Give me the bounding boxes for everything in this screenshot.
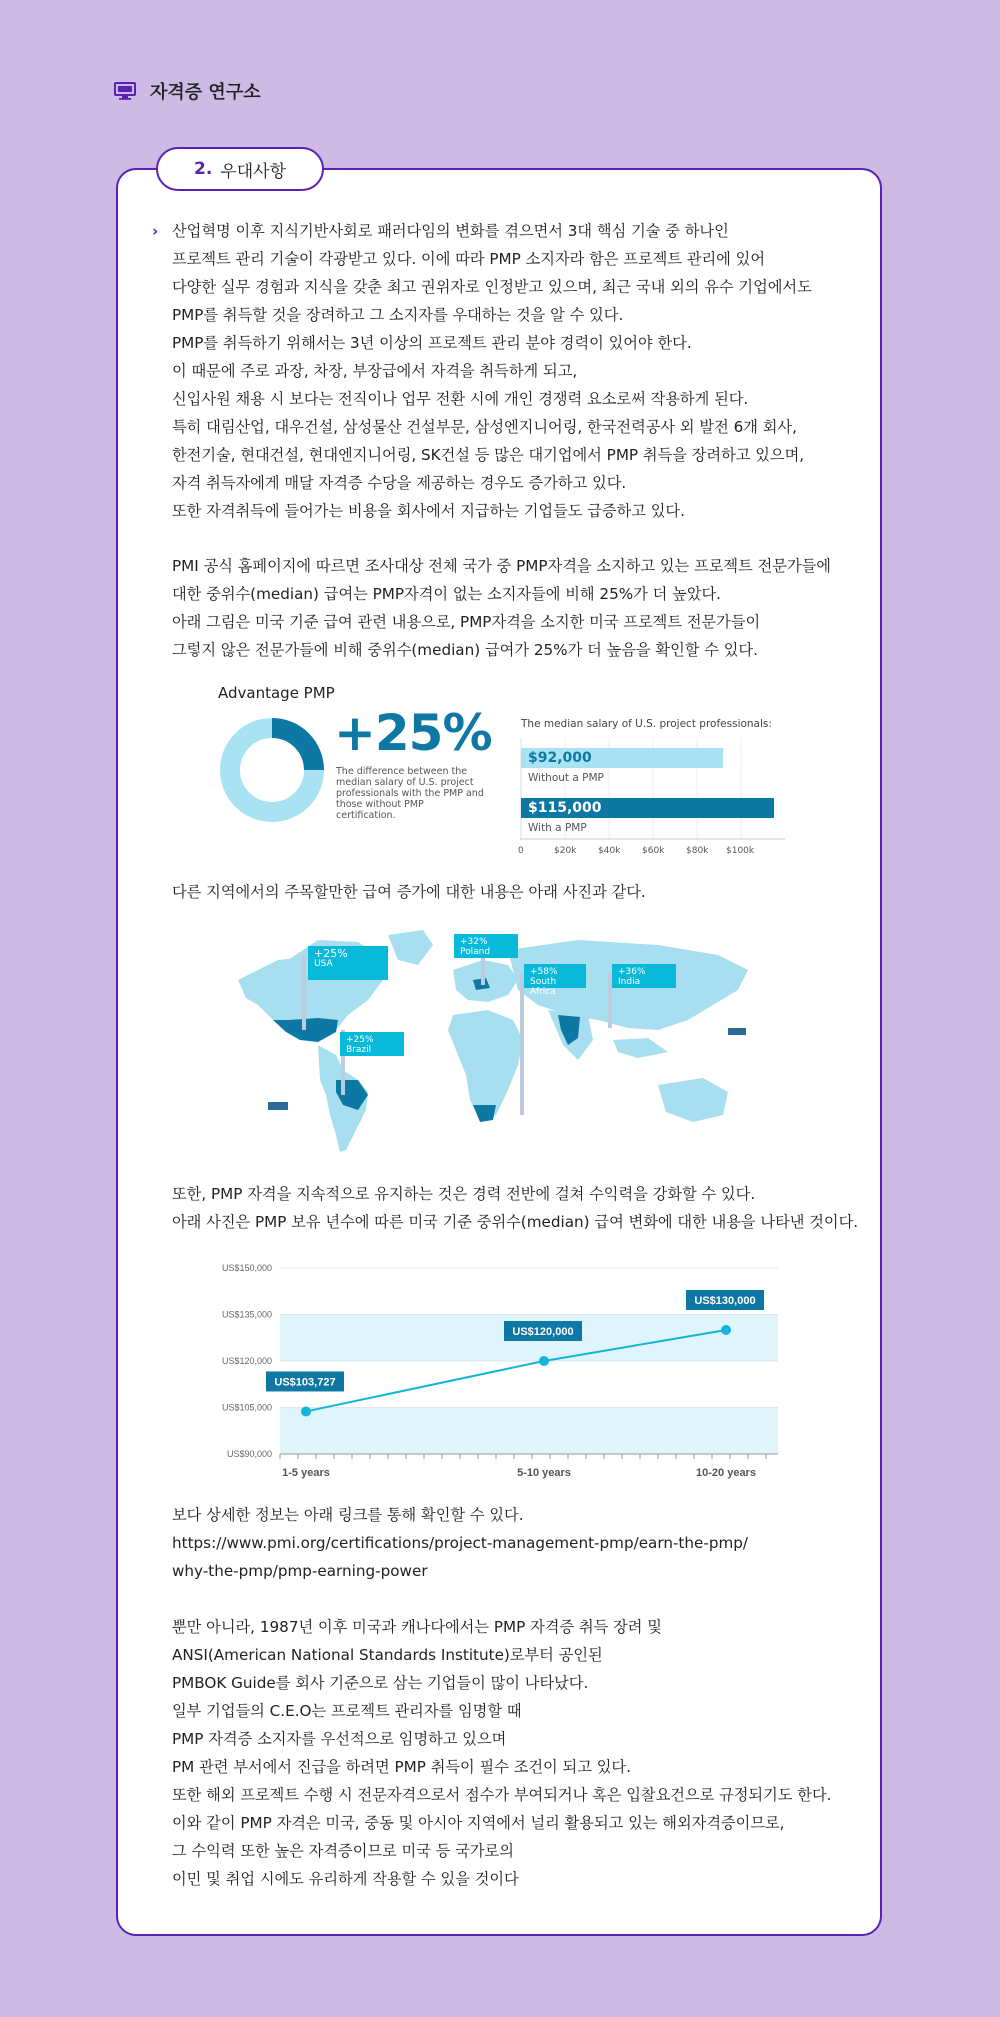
flag-country: Brazil	[346, 1045, 372, 1055]
text-line: 신입사원 채용 시 보다는 전직이나 업무 전환 시에 개인 경쟁력 요소로써 작용하게 된다.	[172, 390, 749, 408]
advantage-description: The difference between the median salary of U.S. project professionals with the PMP and those without PMP certification.	[336, 766, 484, 821]
flag-percent: +58%	[530, 967, 558, 977]
tick-label: $40k	[598, 846, 621, 856]
chevron-right-icon: ›	[152, 222, 159, 240]
text-line: 한전기술, 현대건설, 현대엔지니어링, SK건설 등 많은 대기업에서 PMP 취득을 장려하고 있으며,	[172, 446, 805, 464]
flag-percent: +25%	[314, 947, 348, 960]
data-label: US$120,000	[512, 1326, 574, 1338]
africa-shape	[448, 1010, 523, 1120]
text-line: ANSI(American National Standards Institute)로부터 공인된	[172, 1646, 603, 1664]
text-line: PM 관련 부서에서 진급을 하려면 PMP 취득이 필수 조건이 되고 있다.	[172, 1758, 631, 1776]
y-tick-label: US$90,000	[226, 1449, 272, 1459]
text-line: 또한, PMP 자격을 지속적으로 유지하는 것은 경력 전반에 걸쳐 수익력을 강화할 수 있다.	[172, 1185, 756, 1203]
text-line: 이 때문에 주로 과장, 차장, 부장급에서 자격을 취득하게 되고,	[172, 362, 578, 380]
map-flag-brazil	[340, 1032, 404, 1056]
map-flag-india	[612, 964, 676, 988]
text-line: PMI 공식 홈페이지에 따르면 조사대상 전체 국가 중 PMP자격을 소지하고 있는 프로젝트 전문가들에	[172, 557, 831, 575]
data-point	[301, 1406, 311, 1416]
ship-icon	[728, 1028, 746, 1035]
text-line: PMP 자격증 소지자를 우선적으로 임명하고 있으며	[172, 1730, 507, 1748]
y-tick-label: US$120,000	[221, 1356, 272, 1366]
paragraph-history	[172, 1613, 831, 1893]
donut-segment	[272, 728, 314, 770]
brand	[114, 78, 261, 104]
text-line: 프로젝트 관리 기술이 각광받고 있다. 이에 따라 PMP 소지자라 함은 프로젝트 관리에 있어	[172, 250, 765, 268]
map-flag-south-africa	[524, 964, 586, 997]
y-tick-label: US$150,000	[221, 1263, 272, 1273]
advantage-title: Advantage PMP	[218, 684, 335, 702]
text-line: 일부 기업들의 C.E.O는 프로젝트 관리자를 임명할 때	[172, 1702, 522, 1720]
tick-label: $100k	[726, 846, 755, 856]
tick-label: $80k	[686, 846, 709, 856]
map-flag-usa	[308, 946, 388, 980]
section-number: 2.	[194, 159, 213, 179]
tick-label: $60k	[642, 846, 665, 856]
australia-shape	[658, 1078, 728, 1122]
text-line: PMBOK Guide를 회사 기준으로 삼는 기업들이 많이 나타났다.	[172, 1674, 589, 1692]
south-africa-shape	[473, 1105, 496, 1122]
x-tick-label: 5-10 years	[517, 1467, 571, 1479]
text-line: PMP를 취득하기 위해서는 3년 이상의 프로젝트 관리 분야 경력이 있어야 한다.	[172, 334, 692, 352]
flag-percent: +25%	[346, 1035, 374, 1045]
salary-chart-title: The median salary of U.S. project professionals:	[521, 718, 772, 730]
text-line: 아래 그림은 미국 기준 급여 관련 내용으로, PMP자격을 소지한 미국 프로젝트 전문가들이	[172, 613, 761, 631]
x-tick-label: 10-20 years	[696, 1467, 756, 1479]
tick-label: $20k	[554, 846, 577, 856]
data-label: US$103,727	[274, 1376, 336, 1389]
paragraph-earning	[172, 1180, 858, 1236]
tick-label: 0	[518, 846, 524, 856]
text-line: PMP를 취득할 것을 장려하고 그 소지자를 우대하는 것을 알 수 있다.	[172, 306, 624, 324]
text-line: 뿐만 아니라, 1987년 이후 미국과 캐나다에서는 PMP 자격증 취득 장려 및	[172, 1618, 662, 1636]
text-line: 이와 같이 PMP 자격은 미국, 중동 및 아시아 지역에서 널리 활용되고 있는 해외자격증이므로,	[172, 1814, 785, 1832]
text-line: 다양한 실무 경험과 지식을 갖춘 최고 권위자로 인정받고 있으며, 최근 국내 외의 유수 기업에서도	[172, 278, 812, 296]
text-line: 그 수익력 또한 높은 자격증이므로 미국 등 국가로의	[172, 1842, 514, 1860]
flag-country: Poland	[460, 947, 491, 957]
paragraph-map-intro	[172, 878, 646, 906]
text-line: 이민 및 취업 시에도 유리하게 작용할 수 있을 것이다	[172, 1870, 519, 1888]
flag-percent: +36%	[618, 967, 646, 977]
paragraph-intro	[172, 217, 812, 525]
southeast-asia-shape	[613, 1038, 668, 1058]
x-tick-label: 1-5 years	[282, 1467, 330, 1479]
text-line: 그렇지 않은 전문가들에 비해 중위수(median) 급여가 25%가 더 높음을 확인할 수 있다.	[172, 641, 758, 659]
reference-link-line[interactable]: why-the-pmp/pmp-earning-power	[172, 1562, 428, 1580]
section-tab	[156, 147, 324, 191]
reference-link-line[interactable]: https://www.pmi.org/certifications/project-management-pmp/earn-the-pmp/	[172, 1534, 749, 1552]
bar-value-label: $92,000	[528, 750, 592, 766]
advantage-percentage: +25%	[334, 704, 492, 762]
band	[280, 1408, 778, 1455]
text-line: 특히 대림산업, 대우건설, 삼성물산 건설부문, 삼성엔지니어링, 한국전력공사 외 발전 6개 회사,	[172, 418, 797, 436]
paragraph-link	[172, 1501, 748, 1585]
text-line: 보다 상세한 정보는 아래 링크를 통해 확인할 수 있다.	[172, 1506, 524, 1524]
text-line: 아래 사진은 PMP 보유 년수에 따른 미국 기준 중위수(median) 급여 변화에 대한 내용을 나타낸 것이다.	[172, 1213, 859, 1231]
text-line: 또한 해외 프로젝트 수행 시 전문자격으로서 점수가 부여되거나 혹은 입찰요건으로 규정되기도 한다.	[172, 1786, 832, 1804]
donut-chart	[218, 716, 326, 824]
flag-percent: +32%	[460, 937, 488, 947]
earning-line-chart	[218, 1258, 788, 1483]
map-flag-poland	[454, 934, 518, 958]
ship-icon	[268, 1102, 288, 1110]
y-tick-label: US$135,000	[221, 1309, 272, 1320]
y-tick-label: US$105,000	[221, 1402, 272, 1413]
text-line: 자격 취득자에게 매달 자격증 수당을 제공하는 경우도 증가하고 있다.	[172, 474, 627, 492]
bar-category-label: Without a PMP	[528, 772, 604, 784]
line-chart-svg	[218, 1258, 788, 1483]
text-line: 또한 자격취득에 들어가는 비용을 회사에서 지급하는 기업들도 급증하고 있다.	[172, 502, 685, 520]
data-label: US$130,000	[694, 1295, 756, 1307]
bar-category-label: With a PMP	[528, 822, 587, 834]
data-point	[721, 1325, 731, 1335]
text-line: 다른 지역에서의 주목할만한 급여 증가에 대한 내용은 아래 사진과 같다.	[172, 883, 646, 901]
section-title: 우대사항	[220, 161, 286, 182]
bar-value-label: $115,000	[528, 800, 602, 816]
paragraph-pmi	[172, 552, 831, 664]
world-map	[218, 920, 783, 1165]
flag-country: South Africa	[530, 977, 557, 997]
text-line: 산업혁명 이후 지식기반사회로 패러다임의 변화를 겪으면서 3대 핵심 기술 중 하나인	[172, 222, 729, 240]
monitor-icon	[114, 82, 136, 100]
text-line: 대한 중위수(median) 급여는 PMP자격이 없는 소지자들에 비해 25%가 더 높았다.	[172, 585, 722, 603]
flag-country: India	[618, 977, 641, 987]
flag-country: USA	[314, 959, 333, 969]
data-point	[539, 1356, 549, 1366]
greenland-shape	[388, 930, 433, 965]
brand-name: 자격증 연구소	[150, 82, 261, 103]
